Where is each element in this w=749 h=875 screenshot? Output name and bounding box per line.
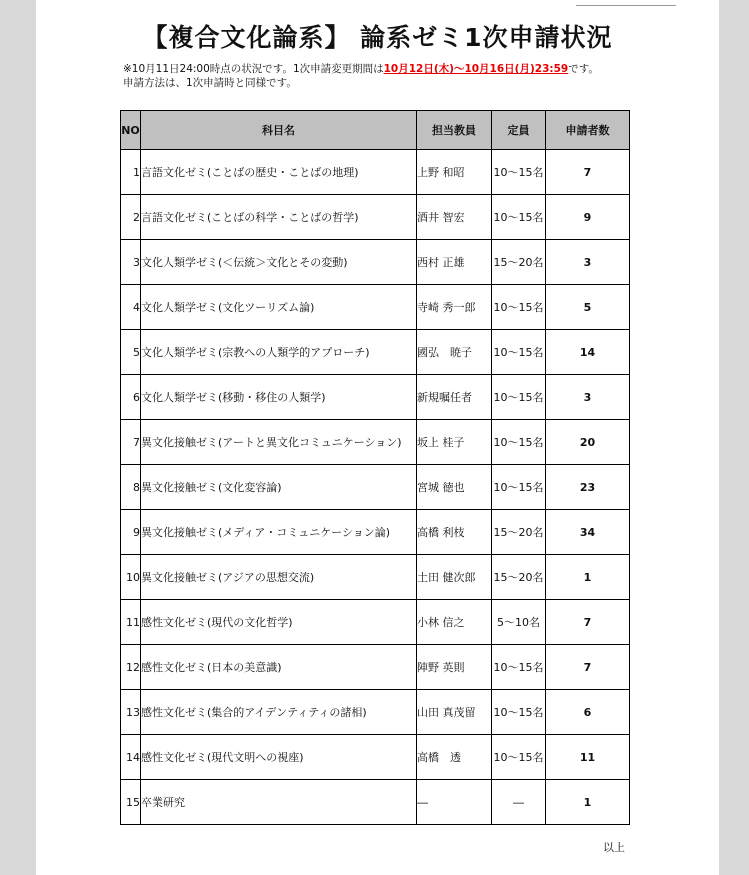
row-subject: 文化人類学ゼミ(文化ツーリズム論)	[141, 285, 417, 330]
row-capacity: 10～15名	[492, 420, 546, 465]
row-teacher: 宮城 徳也	[417, 465, 492, 510]
row-subject: 感性文化ゼミ(日本の美意識)	[141, 645, 417, 690]
table-row	[121, 285, 630, 330]
header-teacher: 担当教員	[417, 111, 492, 150]
row-no: 9	[121, 510, 141, 555]
row-subject: 言語文化ゼミ(ことばの科学・ことばの哲学)	[141, 195, 417, 240]
row-no: 14	[121, 735, 141, 780]
row-teacher: ―	[417, 780, 492, 825]
row-teacher: 陣野 英則	[417, 645, 492, 690]
row-subject: 感性文化ゼミ(現代の文化哲学)	[141, 600, 417, 645]
row-teacher: 國弘 暁子	[417, 330, 492, 375]
row-no: 10	[121, 555, 141, 600]
row-capacity: 15～20名	[492, 555, 546, 600]
row-subject: 感性文化ゼミ(現代文明への視座)	[141, 735, 417, 780]
table-row	[121, 780, 630, 825]
row-applicants: 23	[546, 465, 630, 510]
header-rule	[576, 0, 676, 6]
row-teacher: 高橋 利枝	[417, 510, 492, 555]
page-title: 【複合文化論系】 論系ゼミ1次申請状況	[142, 23, 613, 52]
row-applicants: 1	[546, 555, 630, 600]
row-teacher: 酒井 智宏	[417, 195, 492, 240]
row-teacher: 新規嘱任者	[417, 375, 492, 420]
row-subject: 感性文化ゼミ(集合的アイデンティティの諸相)	[141, 690, 417, 735]
note-line-2: 申請方法は、1次申請時と同様です。	[123, 77, 297, 89]
row-teacher: 高橋 透	[417, 735, 492, 780]
row-capacity: 10～15名	[492, 330, 546, 375]
table-row	[121, 420, 630, 465]
row-capacity: 15～20名	[492, 240, 546, 285]
note-suffix: です。	[568, 63, 599, 75]
note-period-highlight: 10月12日(木)～10月16日(月)23:59	[383, 63, 569, 75]
row-capacity: 10～15名	[492, 375, 546, 420]
header-applicants: 申請者数	[546, 111, 630, 150]
row-subject: 文化人類学ゼミ(宗教への人類学的アプローチ)	[141, 330, 417, 375]
row-capacity: 15～20名	[492, 510, 546, 555]
row-capacity: 10～15名	[492, 690, 546, 735]
row-subject: 異文化接触ゼミ(メディア・コミュニケーション論)	[141, 510, 417, 555]
seminar-table	[120, 110, 630, 825]
row-applicants: 1	[546, 780, 630, 825]
row-subject: 異文化接触ゼミ(アジアの思想交流)	[141, 555, 417, 600]
table-row	[121, 645, 630, 690]
row-subject: 文化人類学ゼミ(移動・移住の人類学)	[141, 375, 417, 420]
row-capacity: 10～15名	[492, 735, 546, 780]
row-subject: 言語文化ゼミ(ことばの歴史・ことばの地理)	[141, 150, 417, 195]
row-capacity: 10～15名	[492, 465, 546, 510]
table-header-row	[121, 111, 630, 150]
table-row	[121, 330, 630, 375]
row-capacity: 10～15名	[492, 150, 546, 195]
row-applicants: 11	[546, 735, 630, 780]
table-row	[121, 735, 630, 780]
row-applicants: 5	[546, 285, 630, 330]
header-subject: 科目名	[141, 111, 417, 150]
row-applicants: 7	[546, 600, 630, 645]
table-row	[121, 375, 630, 420]
row-no: 15	[121, 780, 141, 825]
row-teacher: 小林 信之	[417, 600, 492, 645]
row-capacity: 10～15名	[492, 645, 546, 690]
row-no: 4	[121, 285, 141, 330]
row-no: 7	[121, 420, 141, 465]
row-teacher: 上野 和昭	[417, 150, 492, 195]
table-row	[121, 195, 630, 240]
table-row	[121, 690, 630, 735]
row-no: 13	[121, 690, 141, 735]
row-subject: 異文化接触ゼミ(文化変容論)	[141, 465, 417, 510]
status-note	[123, 62, 599, 90]
row-applicants: 7	[546, 645, 630, 690]
row-applicants: 34	[546, 510, 630, 555]
table-row	[121, 240, 630, 285]
row-capacity: ―	[492, 780, 546, 825]
table-row	[121, 465, 630, 510]
table-row	[121, 555, 630, 600]
row-no: 11	[121, 600, 141, 645]
row-applicants: 20	[546, 420, 630, 465]
row-subject: 卒業研究	[141, 780, 417, 825]
end-mark: 以上	[603, 841, 625, 854]
row-no: 2	[121, 195, 141, 240]
row-no: 3	[121, 240, 141, 285]
table-row	[121, 600, 630, 645]
row-teacher: 土田 健次郎	[417, 555, 492, 600]
table-row	[121, 510, 630, 555]
row-no: 1	[121, 150, 141, 195]
note-prefix: ※10月11日24:00時点の状況です。1次申請変更期間は	[123, 63, 384, 75]
document-page	[36, 0, 719, 875]
row-applicants: 3	[546, 240, 630, 285]
row-teacher: 寺崎 秀一郎	[417, 285, 492, 330]
row-subject: 異文化接触ゼミ(アートと異文化コミュニケーション)	[141, 420, 417, 465]
row-teacher: 西村 正雄	[417, 240, 492, 285]
row-applicants: 9	[546, 195, 630, 240]
row-no: 6	[121, 375, 141, 420]
row-applicants: 3	[546, 375, 630, 420]
row-teacher: 坂上 桂子	[417, 420, 492, 465]
row-applicants: 6	[546, 690, 630, 735]
row-no: 5	[121, 330, 141, 375]
row-teacher: 山田 真茂留	[417, 690, 492, 735]
row-applicants: 14	[546, 330, 630, 375]
header-capacity: 定員	[492, 111, 546, 150]
row-applicants: 7	[546, 150, 630, 195]
row-no: 12	[121, 645, 141, 690]
row-capacity: 10～15名	[492, 195, 546, 240]
header-no: NO	[121, 111, 141, 150]
row-capacity: 10～15名	[492, 285, 546, 330]
row-capacity: 5～10名	[492, 600, 546, 645]
row-no: 8	[121, 465, 141, 510]
row-subject: 文化人類学ゼミ(＜伝統＞文化とその変動)	[141, 240, 417, 285]
note-line-1	[123, 62, 599, 76]
table-row	[121, 150, 630, 195]
